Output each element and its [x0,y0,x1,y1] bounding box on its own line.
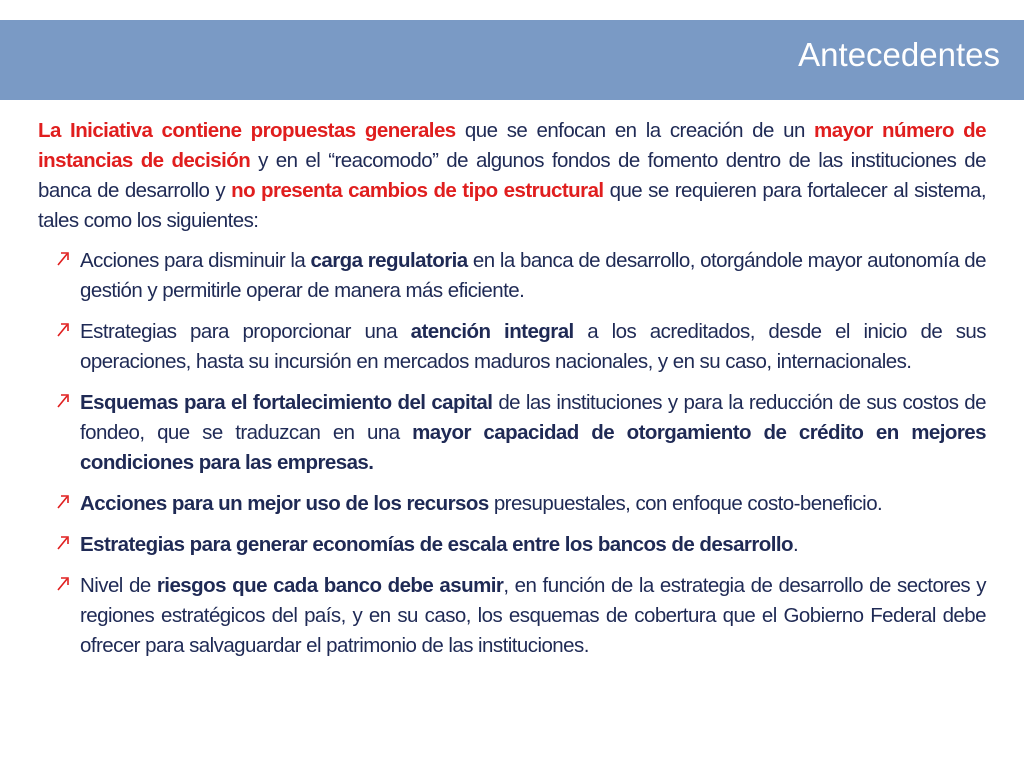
slide-content [38,116,986,672]
bullet-text: en la banca de desarrollo, otorgándole mayor autonomía de gestión y permitirle operar de manera más eficiente. [80,249,986,302]
arrow-up-right-icon [56,319,70,339]
bullet-bold-text: mayor capacidad de otorgamiento de crédito en mejores condiciones para las empresas. [80,421,986,474]
header-band [0,20,1024,100]
bullet-text: presupuestales, con enfoque costo-beneficio. [488,492,883,515]
bullet-text: Nivel de [80,574,157,597]
arrow-up-right-icon [56,573,70,593]
bullet-text: a los acreditados, desde el inicio de sus operaciones, hasta su incursión en mercados maduros nacionales, y en su caso, internacionales. [80,320,986,373]
intro-text-1: que se enfocan en la creación de un [455,119,815,142]
bullet-item-carga-regulatoria [38,246,986,306]
bullet-text: , en función de la estrategia de desarrollo de sectores y regiones estratégicos del país, y en su caso, los esquemas de cobertura que el Gobierno Federal debe ofrecer para salvaguardar el patrimonio de las instituciones. [80,574,986,657]
bullet-bold-text: carga regulatoria [310,249,468,272]
arrow-up-right-icon [56,390,70,410]
bullet-text: de las instituciones y para la reducción de sus costos de fondeo, que se traduzcan en una [80,391,987,444]
bullet-text: Acciones para disminuir la [80,249,311,272]
bullet-item-economias-escala [38,530,986,560]
arrow-up-right-icon [56,248,70,268]
bullet-item-riesgos [38,571,986,661]
bullet-bold-text: Esquemas para el fortalecimiento del capital [80,391,493,414]
bullet-bold-text: atención integral [410,320,574,343]
intro-highlight-1: La Iniciativa contiene propuestas generales [38,119,456,142]
bullet-bold-text: Acciones para un mejor uso de los recursos [80,492,489,515]
bullet-item-capital [38,388,986,478]
page-title: Antecedentes [798,36,1000,73]
arrow-up-right-icon [56,491,70,511]
arrow-up-right-icon [56,532,70,552]
intro-text-2: y en el “reacomodo” de algunos fondos de fomento dentro de las instituciones de banca de desarrollo y [38,149,986,202]
bullet-text: . [793,533,799,556]
bullet-item-recursos [38,489,986,519]
intro-paragraph [38,116,986,236]
bullet-bold-text: riesgos que cada banco debe asumir [156,574,504,597]
intro-text-3: que se requieren para fortalecer al sistema, tales como los siguientes: [38,179,987,232]
intro-highlight-3: no presenta cambios de tipo estructural [231,179,604,202]
bullet-bold-text: Estrategias para generar economías de escala entre los bancos de desarrollo [80,533,794,556]
bullet-text: Estrategias para proporcionar una [80,320,411,343]
bullet-list [38,246,986,661]
bullet-item-atencion-integral [38,317,986,377]
intro-highlight-2: mayor número de instancias de decisión [38,119,986,172]
